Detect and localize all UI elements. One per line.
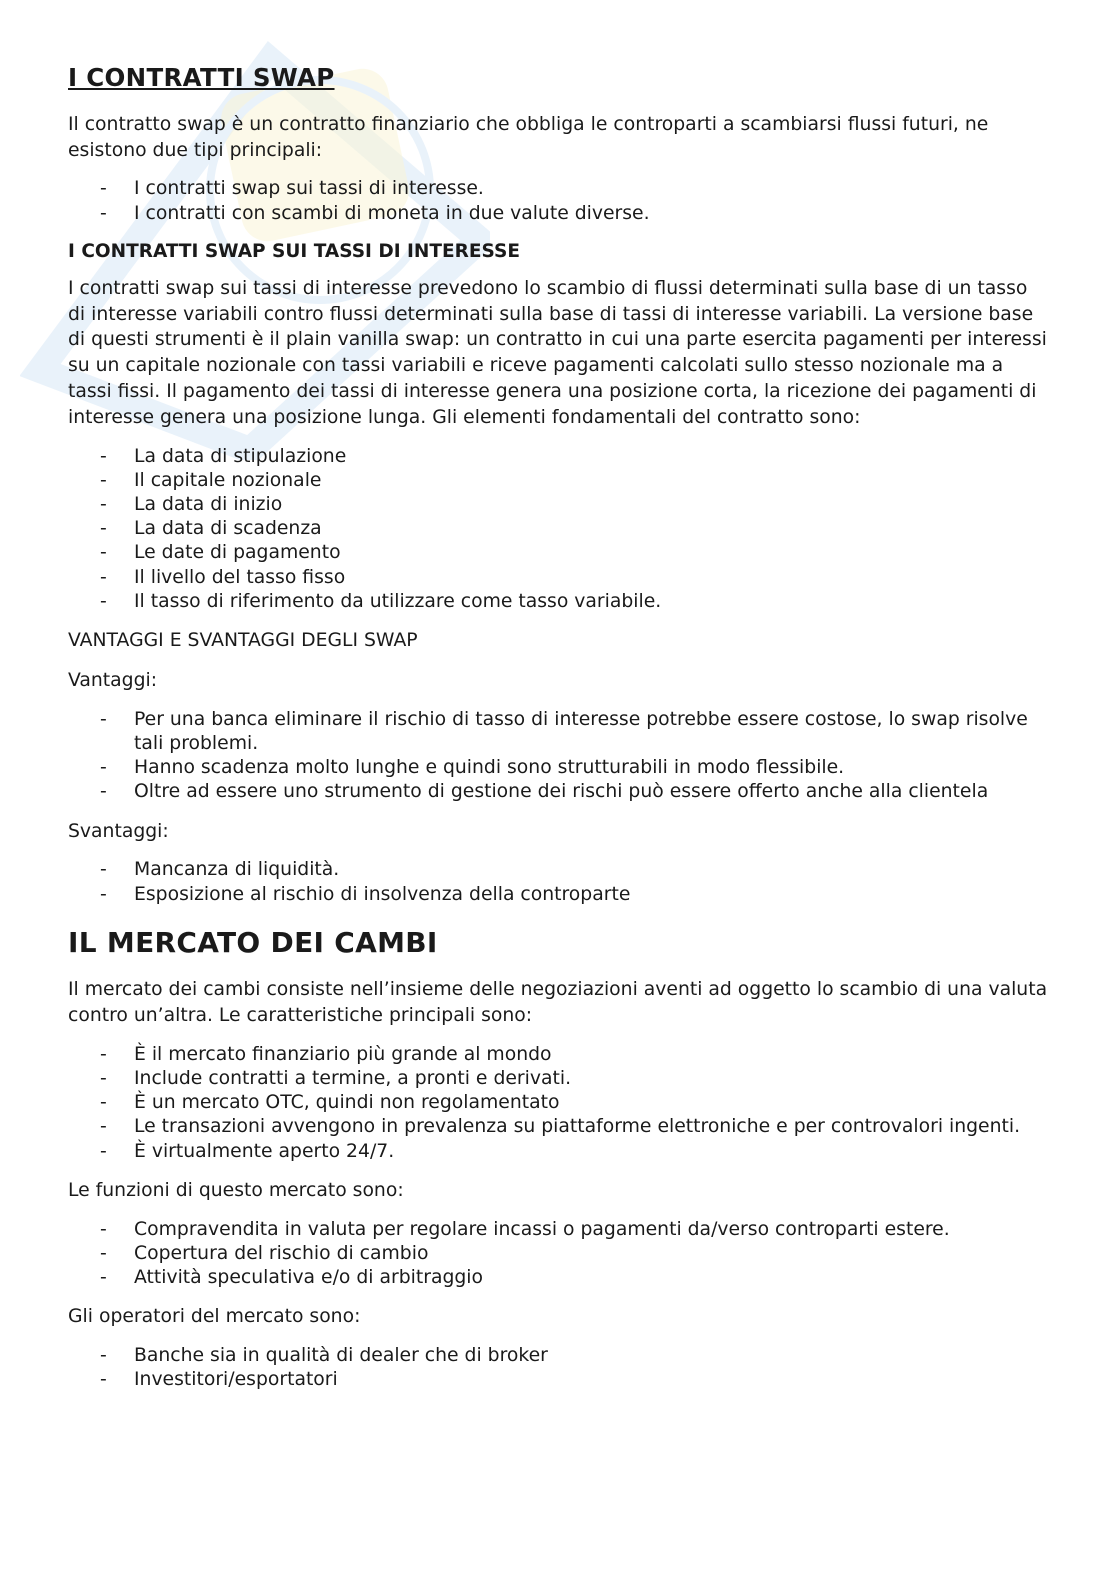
list-item: - I contratti swap sui tassi di interesse. — [68, 177, 1048, 201]
list-item: - Esposizione al rischio di insolvenza della controparte — [68, 883, 1048, 907]
list-item: - Il livello del tasso fisso — [68, 566, 1048, 590]
disadvantages-list — [68, 858, 1048, 906]
list-item: - La data di stipulazione — [68, 445, 1048, 469]
list-item: - La data di inizio — [68, 493, 1048, 517]
list-item: - Per una banca eliminare il rischio di tasso di interesse potrebbe essere costose, lo swap risolve tali problemi. — [68, 708, 1048, 756]
list-item: - Banche sia in qualità di dealer che di broker — [68, 1344, 1048, 1368]
disadvantages-label: Svantaggi: — [68, 820, 169, 842]
list-item: - Il capitale nozionale — [68, 469, 1048, 493]
list-item: - Oltre ad essere uno strumento di gestione dei rischi può essere offerto anche alla clientela — [68, 780, 1048, 804]
swap-intro-paragraph: Il contratto swap è un contratto finanziario che obbliga le controparti a scambiarsi flussi futuri, ne esistono due tipi principali: — [68, 113, 989, 161]
contract-elements-list — [68, 445, 1048, 614]
list-item: - La data di scadenza — [68, 517, 1048, 541]
list-item: - Le date di pagamento — [68, 541, 1048, 565]
subsection-title-interest-swap: I CONTRATTI SWAP SUI TASSI DI INTERESSE — [68, 240, 521, 262]
advantages-label: Vantaggi: — [68, 669, 158, 691]
section-title-swap: I CONTRATTI SWAP — [68, 63, 335, 92]
fx-functions-label: Le funzioni di questo mercato sono: — [68, 1179, 404, 1201]
section-title-fx-market: IL MERCATO DEI CAMBI — [68, 925, 438, 959]
list-item: - Attività speculativa e/o di arbitraggio — [68, 1266, 1048, 1290]
fx-functions-list — [68, 1218, 1048, 1291]
pros-cons-heading: VANTAGGI E SVANTAGGI DEGLI SWAP — [68, 630, 418, 652]
list-item: - Il tasso di riferimento da utilizzare come tasso variabile. — [68, 590, 1048, 614]
list-item: - Hanno scadenza molto lunghe e quindi sono strutturabili in modo flessibile. — [68, 756, 1048, 780]
list-item: - Mancanza di liquidità. — [68, 858, 1048, 882]
fx-operators-label: Gli operatori del mercato sono: — [68, 1306, 361, 1328]
fx-operators-list — [68, 1344, 1048, 1392]
fx-features-list — [68, 1043, 1048, 1164]
swap-types-list — [68, 177, 1048, 225]
list-item: - È il mercato finanziario più grande al mondo — [68, 1043, 1048, 1067]
list-item: - È un mercato OTC, quindi non regolamentato — [68, 1091, 1048, 1115]
list-item: - Compravendita in valuta per regolare incassi o pagamenti da/verso controparti estere. — [68, 1218, 1048, 1242]
document-page — [68, 62, 1048, 1406]
list-item: - Copertura del rischio di cambio — [68, 1242, 1048, 1266]
list-item: - È virtualmente aperto 24/7. — [68, 1140, 1048, 1164]
fx-intro-paragraph: Il mercato dei cambi consiste nell’insieme delle negoziazioni aventi ad oggetto lo scambio di una valuta contro un’altra. Le caratteristiche principali sono: — [68, 979, 1048, 1026]
list-item: - Include contratti a termine, a pronti e derivati. — [68, 1067, 1048, 1091]
list-item: - I contratti con scambi di moneta in due valute diverse. — [68, 202, 1048, 226]
list-item: - Le transazioni avvengono in prevalenza su piattaforme elettroniche e per controvalori ingenti. — [68, 1115, 1048, 1139]
advantages-list — [68, 708, 1048, 805]
list-item: - Investitori/esportatori — [68, 1368, 1048, 1392]
interest-swap-paragraph: I contratti swap sui tassi di interesse prevedono lo scambio di flussi determinati sulla base di un tasso di interesse variabili contro flussi determinati sulla base di tassi di interesse variabili. La versione base di questi strumenti è il plain vanilla swap: un contratto in cui una parte esercita pagamenti per interessi su un capitale nozionale con tassi variabili e riceve pagamenti calcolati sullo stesso nozionale ma a tassi fissi. Il pagamento dei tassi di interesse genera una posizione corta, la ricezione dei pagamenti di interesse genera una posizione lunga. Gli elementi fondamentali del contratto sono: — [68, 277, 1047, 428]
